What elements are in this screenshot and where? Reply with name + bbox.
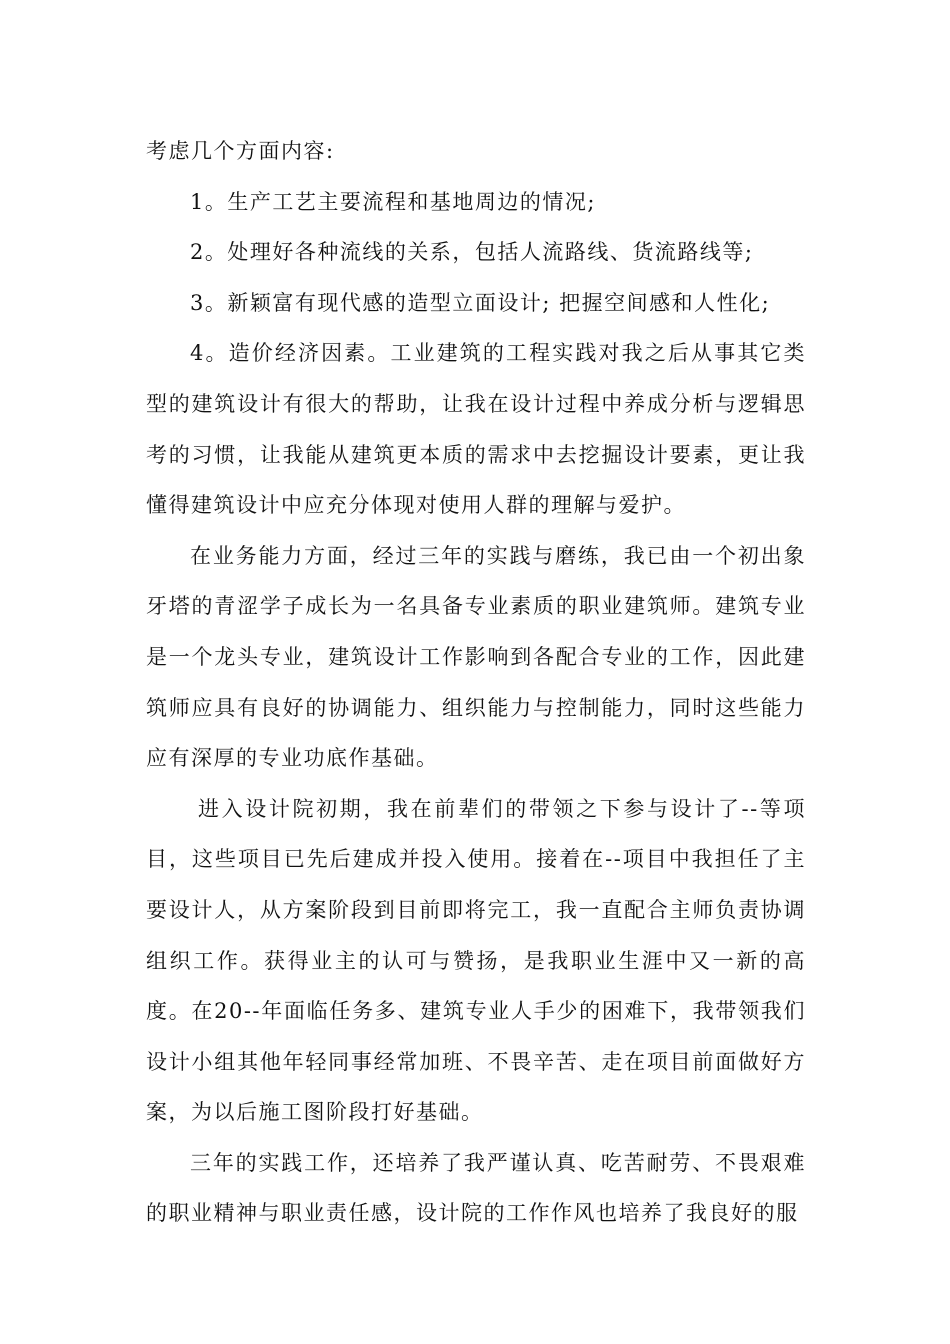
paragraph-early-projects: 进入设计院初期，我在前辈们的带领之下参与设计了--等项目，这些项目已先后建成并投入使用。接着在--项目中我担任了主要设计人，从方案阶段到目前即将完工，我一直配合主师负责协调组织工作。获得业主的认可与赞扬，是我职业生涯中又一新的高度。在20--年面临任务多、建筑专业人手少的困难下，我带领我们设计小组其他年轻同事经常加班、不畏辛苦、走在项目前面做好方案，为以后施工图阶段打好基础。 bbox=[146, 796, 806, 1125]
document-body bbox=[146, 126, 806, 1239]
paragraph-business-ability: 在业务能力方面，经过三年的实践与磨练，我已由一个初出象牙塔的青涩学子成长为一名具备专业素质的职业建筑师。建筑专业是一个龙头专业，建筑设计工作影响到各配合专业的工作，因此建筑师应具有良好的协调能力、组织能力与控制能力，同时这些能力应有深厚的专业功底作基础。 bbox=[146, 543, 806, 771]
paragraph-intro: 考虑几个方面内容: bbox=[146, 139, 335, 163]
list-item-2: 2。处理好各种流线的关系，包括人流路线、货流路线等; bbox=[190, 240, 754, 265]
list-item-1: 1。生产工艺主要流程和基地周边的情况; bbox=[190, 189, 596, 214]
list-item-4: 4。造价经济因素。工业建筑的工程实践对我之后从事其它类型的建筑设计有很大的帮助，让我在设计过程中养成分析与逻辑思考的习惯，让我能从建筑更本质的需求中去挖掘设计要素，更让我懂得建筑设计中应充分体现对使用人群的理解与爱护。 bbox=[146, 341, 806, 518]
list-item-3: 3。新颖富有现代感的造型立面设计; 把握空间感和人性化; bbox=[190, 290, 771, 315]
paragraph-work-ethic: 三年的实践工作，还培养了我严谨认真、吃苦耐劳、不畏艰难的职业精神与职业责任感，设计院的工作作风也培养了我良好的服 bbox=[146, 1150, 806, 1226]
